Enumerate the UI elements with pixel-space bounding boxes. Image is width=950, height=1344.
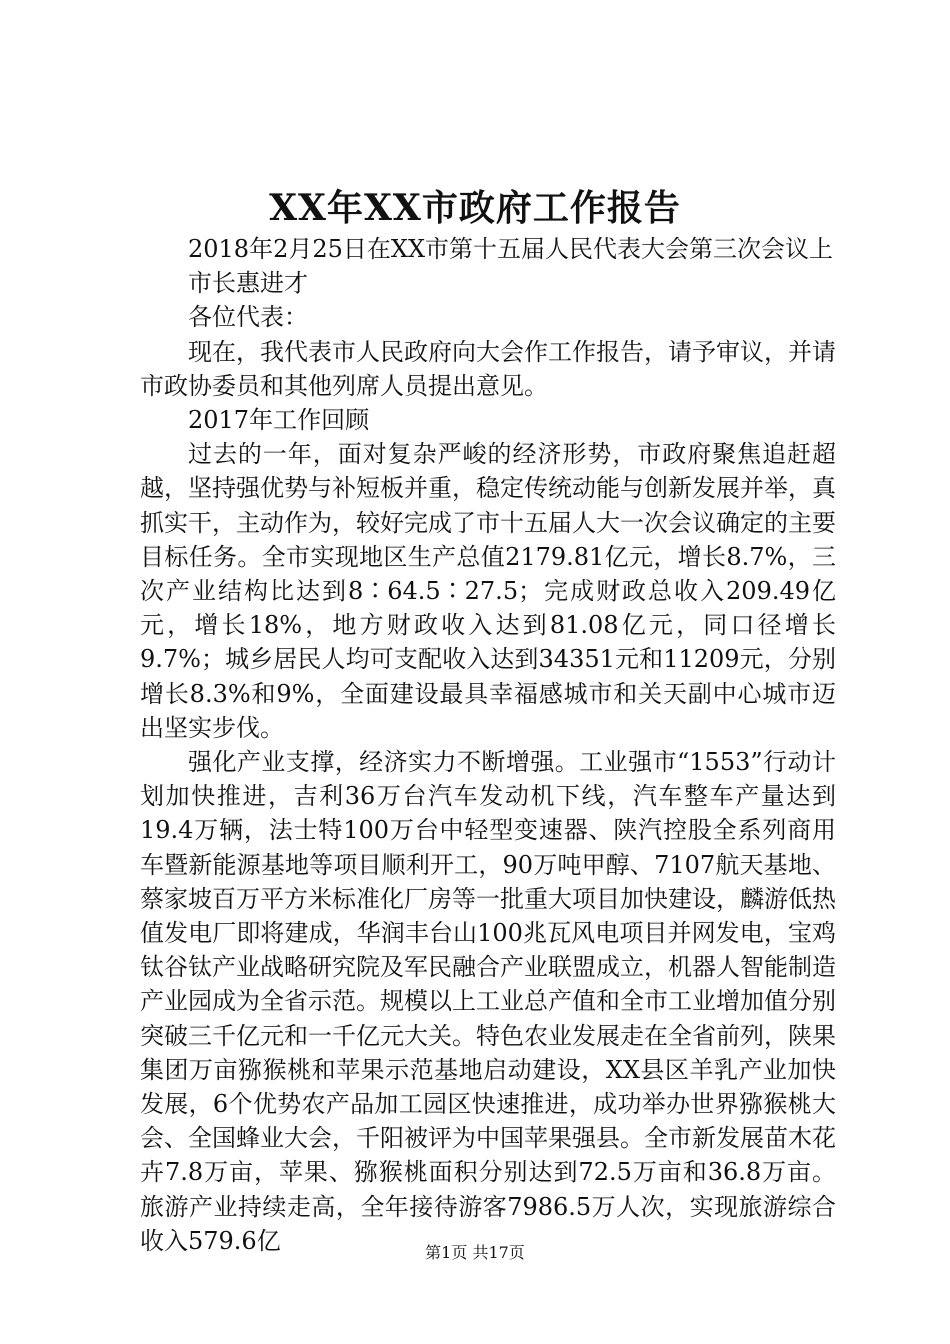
- page-footer: 第1页 共17页: [425, 1243, 525, 1262]
- document-title: XX年XX市政府工作报告: [269, 187, 681, 229]
- review-paragraph: 过去的一年，面对复杂严峻的经济形势，市政府聚焦追赶超越，坚持强优势与补短板并重，稳定传统动能与创新发展并举，真抓实干，主动作为，较好完成了市十五届人大一次会议确定的主要目标任务。全市实现地区生产总值2179.81亿元，增长8.7%，三次产业结构比达到8∶64.5∶27.5；完成财政总收入209.49亿元，增长18%，地方财政收入达到81.08亿元，同口径增长9.7%；城乡居民人均可支配收入达到34351元和11209元，分别增长8.3%和9%，全面建设最具幸福感城市和关天副中心城市迈出坚实步伐。: [140, 440, 836, 742]
- opening-paragraph: 现在，我代表市人民政府向大会作工作报告，请予审议，并请市政协委员和其他列席人员提出意见。: [140, 337, 836, 400]
- meeting-info-paragraph: 2018年2月25日在XX市第十五届人民代表大会第三次会议上: [188, 235, 834, 263]
- industry-paragraph: 强化产业支撑，经济实力不断增强。工业强市“1553”行动计划加快推进，吉利36万台汽车发动机下线，汽车整车产量达到19.4万辆，法士特100万台中轻型变速器、陕汽控股全系列商用车暨新能源基地等项目顺利开工，90万吨甲醇、7107航天基地、蔡家坡百万平方米标准化厂房等一批重大项目加快建设，麟游低热值发电厂即将建成，华润丰台山100兆瓦风电项目并网发电，宝鸡钛谷钛产业战略研究院及军民融合产业联盟成立，机器人智能制造产业园成为全省示范。规模以上工业总产值和全市工业增加值分别突破三千亿元和一千亿元大关。特色农业发展走在全省前列，陕果集团万亩猕猴桃和苹果示范基地启动建设，XX县区羊乳产业加快发展，6个优势农产品加工园区快速推进，成功举办世界猕猴桃大会、全国蜂业大会，千阳被评为中国苹果强县。全市新发展苗木花卉7.8万亩，苹果、猕猴桃面积分别达到72.5万亩和36.8万亩。旅游产业持续走高，全年接待游客7986.5万人次，实现旅游综合收入579.6亿: [140, 748, 836, 1255]
- speaker-paragraph: 市长惠进才: [188, 269, 308, 298]
- document-body: [140, 232, 836, 1258]
- section-heading: 2017年工作回顾: [188, 406, 370, 435]
- salutation-paragraph: 各位代表：: [188, 303, 308, 332]
